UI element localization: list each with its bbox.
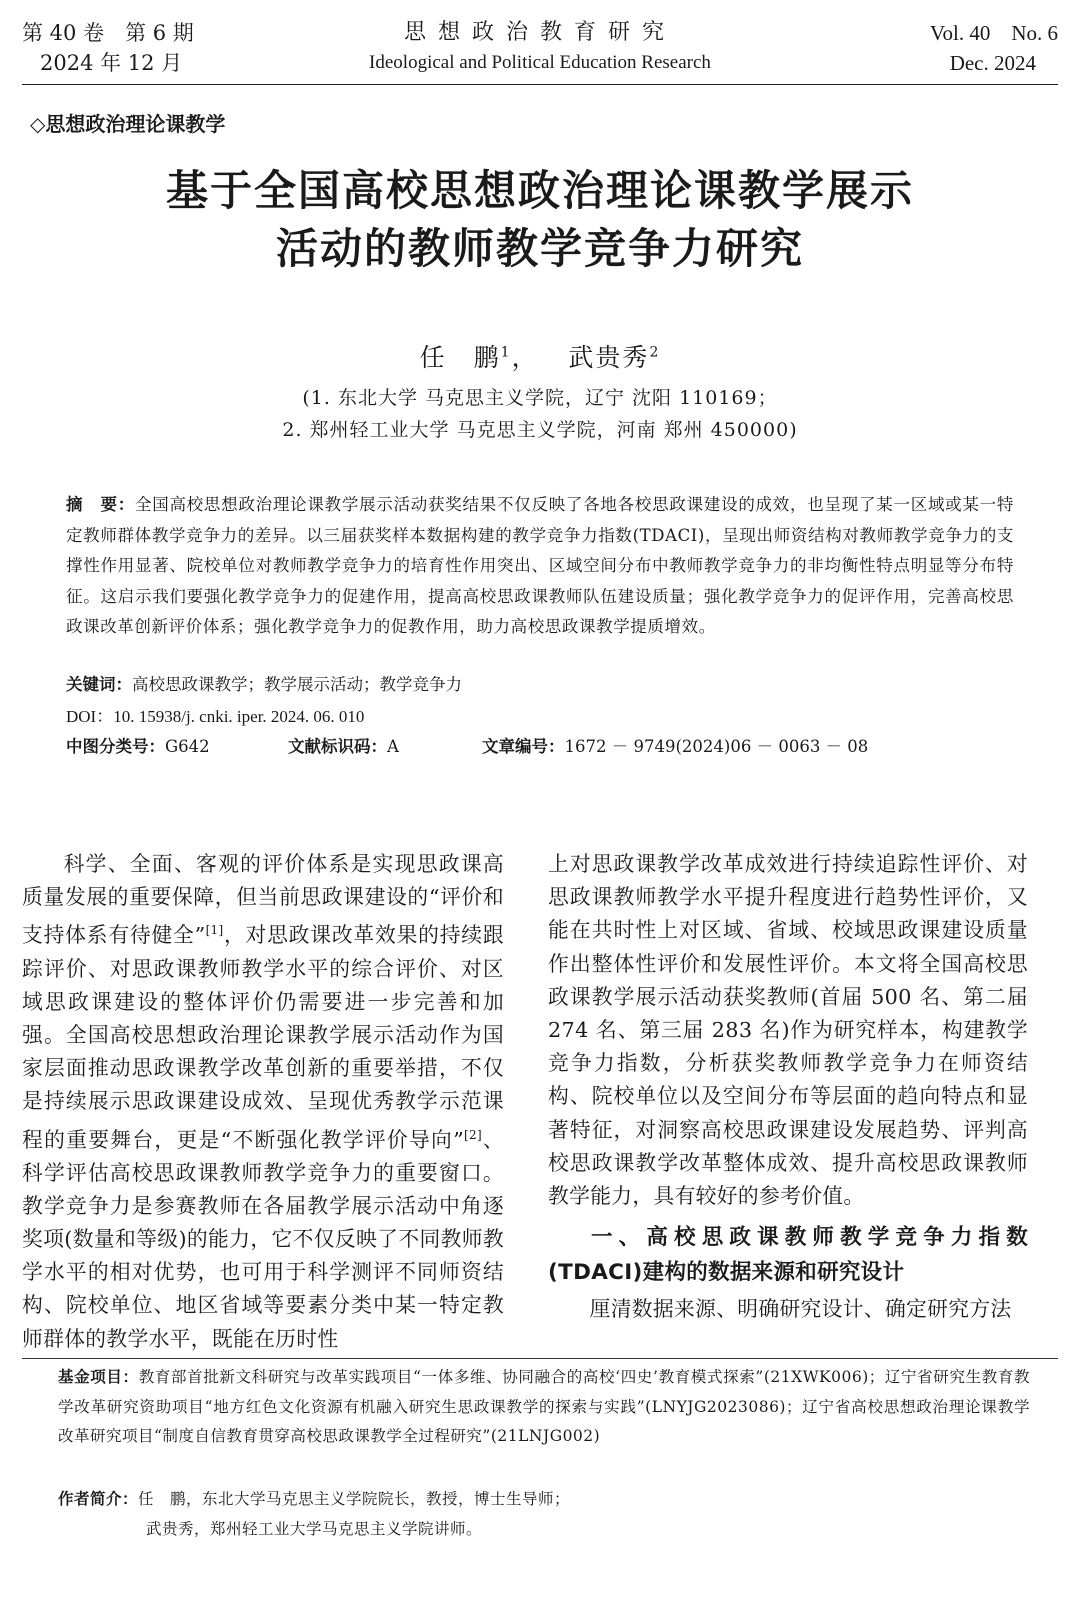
abstract-label: 摘 要： — [66, 495, 135, 514]
header-volume-en: Vol. 40 No. 6 — [930, 21, 1058, 45]
author-name: 武贵秀 — [568, 343, 650, 372]
author-name: 任 鹏 — [419, 343, 501, 372]
doi: DOI：10. 15938/j. cnki. iper. 2024. 06. 010 — [66, 707, 365, 726]
footnote-author-bio — [58, 1485, 1030, 1544]
body-paragraph — [22, 848, 504, 1356]
clc-number — [66, 733, 288, 757]
clc-value: G642 — [165, 737, 210, 756]
article-number-label: 文章编号： — [482, 737, 565, 756]
doc-code-value: A — [387, 737, 399, 756]
running-header — [22, 14, 1058, 85]
author-list — [0, 338, 1080, 374]
funding-label: 基金项目： — [58, 1368, 139, 1386]
author-bio-label: 作者简介： — [58, 1490, 139, 1508]
journal-name-en: Ideological and Political Education Research — [369, 52, 711, 73]
journal-name-cn: 思想政治教育研究 — [403, 20, 676, 45]
author-affil-mark: 1 — [500, 344, 512, 361]
title-line-2: 活动的教师教学竞争力研究 — [275, 224, 804, 273]
classification-line — [66, 733, 1026, 757]
author-separator: ， — [511, 343, 539, 372]
affiliation-2: 2. 郑州轻工业大学 马克思主义学院，河南 郑州 450000) — [282, 419, 798, 441]
funding-text: 教育部首批新文科研究与改革实践项目“一体多维、协同融合的高校‘四史’教育模式探索”(21XWK006)；辽宁省研究生教育教学改革研究资助项目“地方红色文化资源有机融入研究生思政课教学的探索与实践”(LNYJG2023086)；辽宁省高校思想政治理论课教学改革研究项目“制度自信教育贯穿高校思政课教学全过程研究”(21LNJG002) — [58, 1368, 1030, 1445]
article-title — [40, 162, 1040, 278]
author-bio-text: 武贵秀，郑州轻工业大学马克思主义学院讲师。 — [146, 1519, 483, 1538]
body-column-left — [22, 848, 504, 1356]
citation-ref: [1] — [205, 923, 224, 938]
header-date-cn: 2024 年 12 月 — [40, 51, 183, 75]
body-paragraph: 厘清数据来源、明确研究设计、确定研究方法 — [589, 1297, 1012, 1322]
section-heading: 一、高校思政课教师教学竞争力指数(TDACI)建构的数据来源和研究设计 — [548, 1225, 1028, 1286]
header-date-en: Dec. 2024 — [949, 51, 1036, 75]
footnote-divider — [22, 1358, 1058, 1359]
citation-ref: [2] — [464, 1127, 482, 1142]
clc-label: 中图分类号： — [66, 737, 165, 756]
article-number — [482, 733, 868, 757]
author-bio-line — [58, 1485, 1030, 1515]
footnote-funding — [58, 1363, 1030, 1452]
header-issue-en — [930, 18, 1058, 78]
affiliation-1: (1. 东北大学 马克思主义学院，辽宁 沈阳 110169； — [302, 387, 778, 409]
title-line-1: 基于全国高校思想政治理论课教学展示 — [165, 166, 914, 215]
body-text: 、科学评估高校思政课教师教学竞争力的重要窗口。教学竞争力是参赛教师在各届教学展示活动中角逐奖项(数量和等级)的能力，它不仅反映了不同教师教学水平的相对优势，也可用于科学测评不同师资结构、院校单位、地区省域等要素分类中某一特定教师群体的教学水平，既能在历时性 — [22, 1127, 505, 1351]
author-affil-mark: 2 — [649, 344, 661, 361]
article-number-value: 1672 － 9749(2024)06 － 0063 － 08 — [564, 737, 869, 756]
keywords — [66, 671, 462, 695]
keywords-text: 高校思政课教学；教学展示活动；教学竞争力 — [132, 675, 462, 694]
keywords-label: 关键词： — [66, 675, 132, 694]
column-tag: ◇思想政治理论课教学 — [30, 112, 226, 136]
abstract-text: 全国高校思想政治理论课教学展示活动获奖结果不仅反映了各地各校思政课建设的成效，也呈现了某一区域或某一特定教师群体教学竞争力的差异。以三届获奖样本数据构建的教学竞争力指数(TDACI)，呈现出师资结构对教师教学竞争力的支撑性作用显著、院校单位对教师教学竞争力的培育性作用突出、区域空间分布中教师教学竞争力的非均衡性特点明显等分布特征。这启示我们要强化教学竞争力的促建作用，提高高校思政课教师队伍建设质量；强化教学竞争力的促评作用，完善高校思政课改革创新评价体系；强化教学竞争力的促教作用，助力高校思政课教学提质增效。 — [66, 495, 1014, 636]
header-journal — [22, 18, 1058, 78]
body-text: 科学、全面、客观的评价体系是实现思政课高质量发展的重要保障，但当前思政课建设的“评价和支持体系有待健全” — [22, 852, 504, 948]
body-text: ，对思政课改革效果的持续跟踪评价、对思政课教师教学水平的综合评价、对区域思政课建设的整体评价仍需要进一步完善和加强。全国高校思想政治理论课教学展示活动作为国家层面推动思政课教学改革创新的重要举措，不仅是持续展示思政课建设成效、呈现优秀教学示范课程的重要舞台，更是“不断强化教学评价导向” — [22, 923, 504, 1152]
body-column-right — [548, 848, 1028, 1326]
body-paragraph: 上对思政课教学改革成效进行持续追踪性评价、对思政课教师教学水平提升程度进行趋势性评价，又能在共时性上对区域、省域、校域思政课建设质量作出整体性评价和发展性评价。本文将全国高校思政课教学展示活动获奖教师(首届 500 名、第二届 274 名、第三届 283 名)作为研究样本，构建教学竞争力指数，分析获奖教师教学竞争力在师资结构、院校单位以及空间分布等层面的趋向特点和显著特征，对洞察高校思政课建设发展趋势、评判高校思政课教学改革整体成效、提升高校思政课教师教学能力，具有较好的参考价值。 — [548, 852, 1028, 1209]
author-bio-text: 任 鹏，东北大学马克思主义学院院长，教授，博士生导师； — [138, 1490, 571, 1508]
abstract — [66, 490, 1014, 643]
header-volume-cn: 第 40 卷 第 6 期 — [22, 21, 194, 45]
doc-code-label: 文献标识码： — [288, 737, 387, 756]
document-code — [288, 733, 482, 757]
